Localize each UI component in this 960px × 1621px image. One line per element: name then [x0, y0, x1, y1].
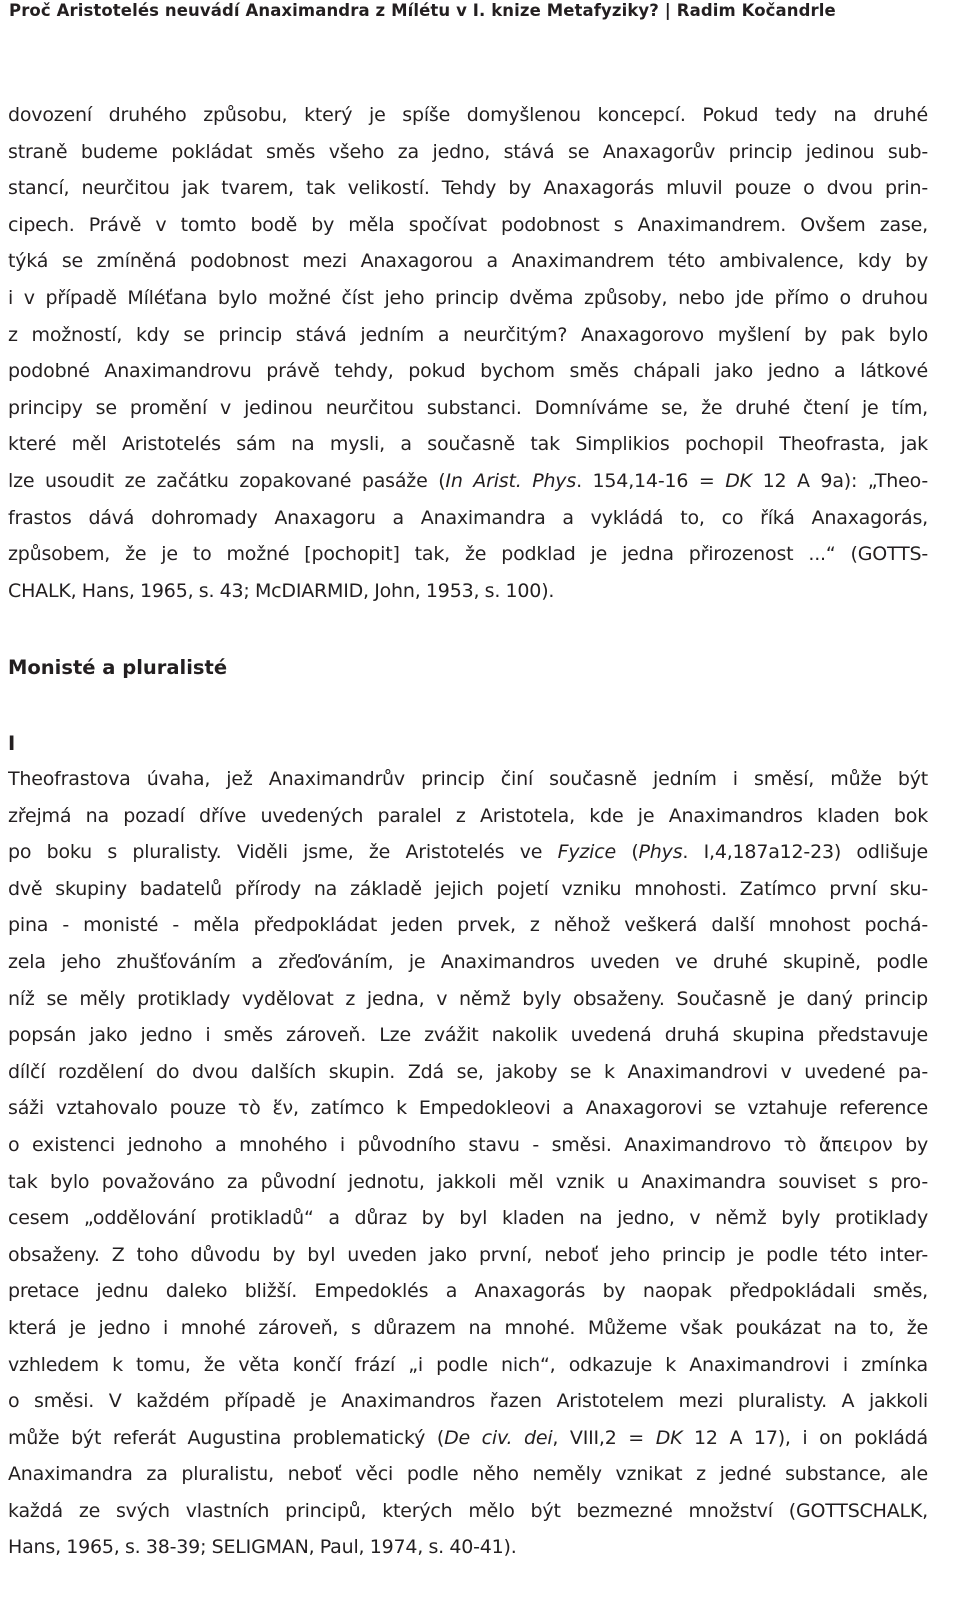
italic-citation: DK	[655, 1426, 683, 1449]
text-line: obsaženy. Z toho důvodu by byl uveden jako první, neboť jeho princip je podle této inter-	[8, 1243, 928, 1266]
text-line: frastos dává dohromady Anaxagoru a Anaximandra a vykládá to, co říká Anaxagorás,	[8, 506, 928, 529]
text-line: níž se měly protiklady vydělovat z jedna, v němž byly obsaženy. Současně je daný princip	[8, 987, 928, 1010]
italic-citation: De civ. dei	[444, 1426, 553, 1449]
text-line: z možností, kdy se princip stává jedním a neurčitým? Anaxagorovo myšlení by pak bylo	[8, 323, 928, 346]
section-heading: Monisté a pluralisté	[8, 656, 228, 679]
italic-citation: Fyzice	[557, 841, 616, 864]
text-line: principy se promění v jedinou neurčitou substanci. Domníváme se, že druhé čtení je tím,	[8, 396, 928, 419]
text-line: o existenci jednoho a mnohého i původního stavu - směsi. Anaximandrovo τὸ ἄπειρον by	[8, 1133, 928, 1156]
running-header: Proč Aristotelés neuvádí Anaximandra z Mílétu v I. knize Metafyziky? | Radim Kočandrle	[9, 1, 836, 20]
section-number: I	[8, 732, 16, 755]
text-segment: může být referát Augustina problematický (	[8, 1426, 445, 1449]
text-line: dvě skupiny badatelů přírody na základě jejich pojetí vzniku mnohosti. Zatímco první sku-	[8, 877, 928, 900]
italic-citation: In Arist. Phys	[445, 469, 577, 492]
text-line	[8, 1420, 928, 1457]
text-line	[8, 463, 928, 500]
text-segment: po boku s pluralisty. Viděli jsme, že Aristotelés ve	[8, 841, 558, 864]
text-line: Anaximandra za pluralistu, neboť věci podle něho neměly vznikat z jedné substance, ale	[8, 1463, 928, 1486]
text-line: sáži vztahovalo pouze τὸ ἕν, zatímco k Empedokleovi a Anaxagorovi se vztahuje reference	[8, 1097, 928, 1120]
text-line: pina - monisté - měla předpokládat jeden prvek, z něhož veškerá další mnohost pochá-	[8, 914, 928, 937]
text-segment: . 154,14-16 =	[576, 469, 726, 492]
text-line: i v případě Míléťana bylo možné číst jeho princip dvěma způsoby, nebo jde přímo o druhou	[8, 286, 928, 309]
text-line: dovození druhého způsobu, který je spíše domyšlenou koncepcí. Pokud tedy na druhé	[8, 104, 928, 126]
text-line: dílčí rozdělení do dvou dalších skupin. Zdá se, jakoby se k Anaximandrovi v uvedené pa-	[8, 1060, 928, 1083]
text-line: Hans, 1965, s. 38-39; SELIGMAN, Paul, 1974, s. 40-41).	[8, 1536, 517, 1559]
text-line: straně budeme pokládat směs všeho za jedno, stává se Anaxagorův princip jedinou sub-	[8, 140, 928, 163]
text-line: týká se zmíněná podobnost mezi Anaxagorou a Anaximandrem této ambivalence, kdy by	[8, 250, 928, 273]
text-line: způsobem, že je to možné [pochopit] tak, že podklad je jedna přirozenost ...“ (GOTTS-	[8, 543, 928, 566]
text-segment: lze usoudit ze začátku zopakované pasáže (	[8, 469, 446, 492]
text-line: tak bylo považováno za původní jednotu, jakkoli měl vznik u Anaximandra souviset s pro-	[8, 1170, 928, 1193]
text-line: stancí, neurčitou jak tvarem, tak velikostí. Tehdy by Anaxagorás mluvil pouze o dvou prin-	[8, 177, 928, 200]
text-line: cipech. Právě v tomto bodě by měla spočívat podobnost s Anaximandrem. Ovšem zase,	[8, 213, 928, 236]
text-line: která je jedno i mnohé zároveň, s důrazem na mnohé. Můžeme však poukázat na to, že	[8, 1316, 928, 1339]
text-segment: 12 A 17), i on pokládá	[682, 1426, 928, 1449]
text-segment: . I,4,187a12-23) odlišuje	[682, 841, 928, 864]
text-line: podobné Anaximandrovu právě tehdy, pokud bychom směs chápali jako jedno a látkové	[8, 360, 928, 383]
text-segment: (	[615, 841, 639, 864]
text-line: Theofrastova úvaha, jež Anaximandrův princip činí současně jedním i směsí, může být	[8, 768, 928, 790]
italic-citation: Phys	[638, 841, 683, 864]
text-line: které měl Aristotelés sám na mysli, a současně tak Simplikios pochopil Theofrasta, jak	[8, 433, 928, 456]
paragraph-1	[8, 97, 928, 609]
text-line: zela jeho zhušťováním a zřeďováním, je Anaximandros uveden ve druhé skupině, podle	[8, 950, 928, 973]
text-line: CHALK, Hans, 1965, s. 43; McDIARMID, John, 1953, s. 100).	[8, 579, 555, 602]
text-segment: , VIII,2 =	[552, 1426, 656, 1449]
text-segment: 12 A 9a): „Theo-	[751, 469, 928, 492]
paragraph-2	[8, 761, 928, 1566]
text-line	[8, 834, 928, 871]
text-line: popsán jako jedno i směs zároveň. Lze zvážit nakolik uvedená druhá skupina představuje	[8, 1024, 928, 1047]
text-line: vzhledem k tomu, že věta končí frází „i podle nich“, odkazuje k Anaximandrovi i zmínka	[8, 1353, 928, 1376]
text-line: cesem „oddělování protikladů“ a důraz by byl kladen na jedno, v němž byly protiklady	[8, 1207, 928, 1230]
italic-citation: DK	[725, 469, 752, 492]
text-line: o směsi. V každém případě je Anaximandros řazen Aristotelem mezi pluralisty. A jakkoli	[8, 1390, 928, 1413]
text-line: každá ze svých vlastních principů, kterých mělo být bezmezné množství (GOTTSCHALK,	[8, 1499, 928, 1522]
text-line: pretace jednu daleko bližší. Empedoklés a Anaxagorás by naopak předpokládali směs,	[8, 1280, 928, 1303]
text-line: zřejmá na pozadí dříve uvedených paralel z Aristotela, kde je Anaximandros kladen bok	[8, 804, 928, 827]
